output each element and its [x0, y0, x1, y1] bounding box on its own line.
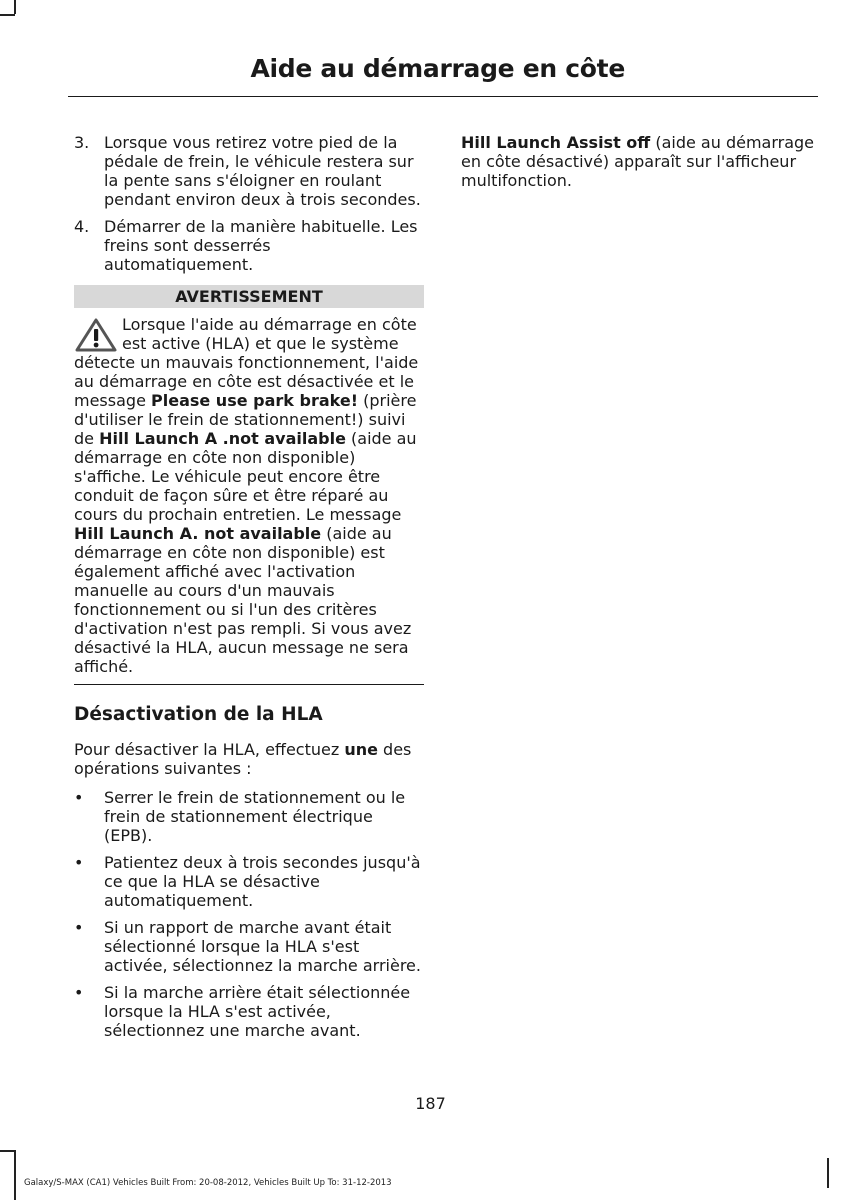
right-column: [461, 133, 817, 190]
step-text: Lorsque vous retirez votre pied de la pédale de frein, le véhicule restera sur la pente sans s'éloigner en roulant pendant environ deux à trois secondes.: [104, 133, 421, 209]
bullet-text: Si un rapport de marche avant était sélectionné lorsque la HLA s'est activée, sélectionnez la marche arrière.: [104, 918, 421, 975]
right-text: (aide au démarrage en côte désactivé) apparaît sur l'afficheur multifonction.: [461, 133, 815, 190]
crop-mark-bottom-left: [14, 1150, 16, 1200]
bullet-text: Serrer le frein de stationnement ou le frein de stationnement électrique (EPB).: [104, 788, 406, 845]
warning-message-not-available-2: Hill Launch A. not available: [74, 524, 322, 543]
intro-emphasis: une: [344, 740, 378, 759]
crop-mark-top-left-h: [0, 14, 15, 16]
crop-mark-bottom-right: [827, 1158, 829, 1188]
bullet-item: [74, 918, 424, 975]
warning-text: Lorsque l'aide au démarrage en côte est active (HLA) et que le système détecte un mauvais fonctionnement, l'aide au démarrage en côte est désactivée et le message: [74, 315, 419, 410]
crop-mark-top-left: [14, 0, 16, 14]
warning-triangle-icon: [74, 317, 118, 353]
intro-text: des opérations suivantes :: [74, 740, 412, 778]
warning-heading: AVERTISSEMENT: [74, 285, 424, 308]
section-heading: Désactivation de la HLA: [74, 704, 323, 725]
display-message-hla-off: Hill Launch Assist off: [461, 133, 651, 152]
warning-message-park-brake: Please use park brake!: [151, 391, 358, 410]
crop-mark-bottom-left-h: [0, 1150, 15, 1152]
footer-text: Galaxy/S-MAX (CA1) Vehicles Built From: 20-08-2012, Vehicles Built Up To: 31-12-2013: [24, 1178, 392, 1188]
bullet-text: Patientez deux à trois secondes jusqu'à ce que la HLA se désactive automatiquement.: [104, 853, 421, 910]
warning-text: (aide au démarrage en côte non disponible) est également affiché avec l'activation manuelle au cours d'un mauvais fonctionnement ou si l'un des critères d'activation n'est pas rempli. Si vous avez désactivé la HLA, aucun message ne sera affiché.: [74, 524, 412, 676]
bullet-text: Si la marche arrière était sélectionnée lorsque la HLA s'est activée, sélectionnez une marche avant.: [104, 983, 411, 1040]
warning-message-not-available: Hill Launch A .not available: [99, 429, 346, 448]
bullet-item: [74, 983, 424, 1040]
bullet-dot: •: [74, 918, 84, 937]
step-number: 3.: [74, 133, 90, 152]
intro-text: Pour désactiver la HLA, effectuez: [74, 740, 345, 759]
step-item: [74, 133, 424, 209]
title-divider: [68, 96, 818, 97]
warning-body: [74, 315, 424, 676]
section-intro: [74, 740, 424, 778]
bullet-dot: •: [74, 853, 84, 872]
bullet-item: [74, 788, 424, 845]
step-number: 4.: [74, 217, 90, 236]
bullet-dot: •: [74, 788, 84, 807]
warning-text: (prière d'utiliser le frein de stationnement!) suivi de: [74, 391, 417, 448]
bullet-item: [74, 853, 424, 910]
warning-text: (aide au démarrage en côte non disponible) s'affiche. Le véhicule peut encore être conduit de façon sûre et être réparé au cours du prochain entretien. Le message: [74, 429, 417, 524]
warning-divider: [74, 684, 424, 685]
page-number: 187: [415, 1094, 446, 1113]
step-item: [74, 217, 424, 274]
left-column: [74, 133, 424, 1048]
bullet-dot: •: [74, 983, 84, 1002]
step-text: Démarrer de la manière habituelle. Les freins sont desserrés automatiquement.: [104, 217, 418, 274]
page-title: Aide au démarrage en côte: [250, 54, 625, 83]
